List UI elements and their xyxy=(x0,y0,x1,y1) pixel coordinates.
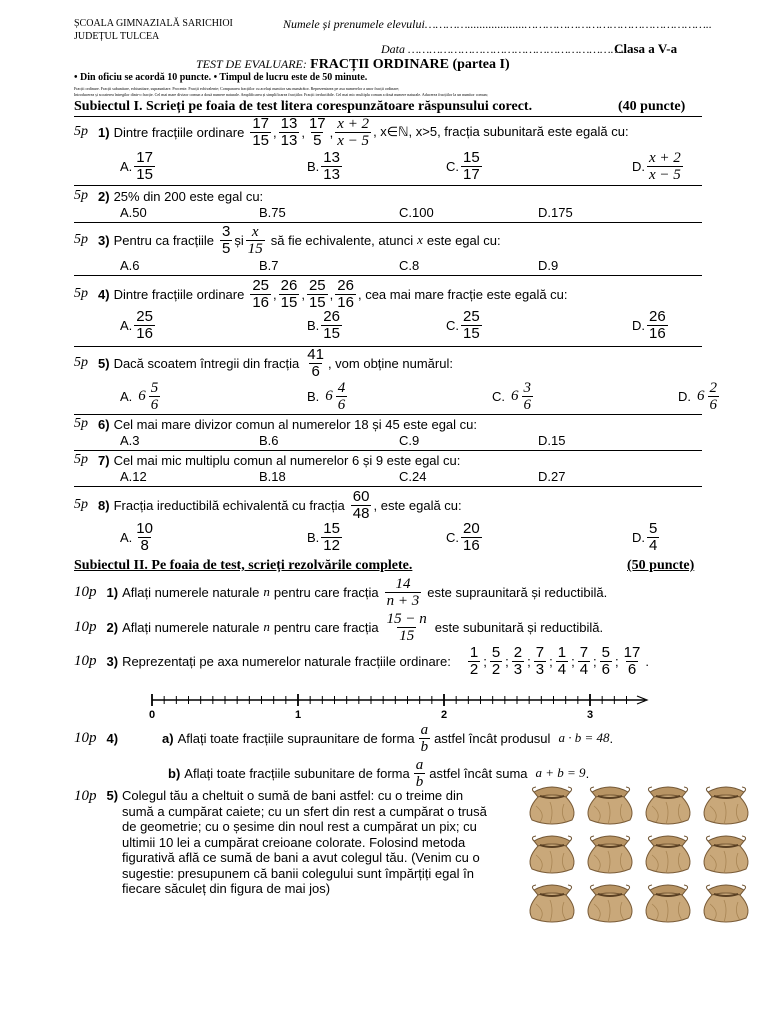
axis-label: 3 xyxy=(586,709,594,720)
fraction: $\frac{17}{5}$ xyxy=(308,114,326,149)
points: 5p xyxy=(74,124,88,139)
fraction: $\frac{x + 2}{x - 5}$ xyxy=(337,115,370,149)
money-bag xyxy=(530,787,574,824)
question-text: Dintre fracțiile ordinare xyxy=(113,124,245,140)
county-name: JUDEȚUL TULCEA xyxy=(74,31,160,42)
option-d: D.15 xyxy=(538,433,566,448)
fraction: $\frac{17}{15}$ xyxy=(252,114,270,149)
section-1-points: (40 puncte) xyxy=(618,99,686,114)
option-a: A. 6 $\frac{5}{6}$ xyxy=(120,380,159,413)
section-2-points: (50 puncte) xyxy=(627,558,695,573)
money-bag xyxy=(588,885,632,922)
axis-labels xyxy=(149,709,593,720)
separator: ; xyxy=(571,653,575,669)
axis-label: 2 xyxy=(440,709,448,720)
question-4: 5p 4) Dintre fracțiile ordinare $\frac{25}{16}$ , $\frac{26}{15}$ , $\frac{25}{15}$ , $\frac{26}{16}$ , cea mai mare fracție este egală cu: xyxy=(74,276,568,311)
fraction: $\frac{7}{3}$ xyxy=(535,643,545,678)
option-a: A.50 xyxy=(120,205,147,220)
notes-line: • Din oficiu se acordă 10 puncte. • Timpul de lucru este de 50 minute. xyxy=(74,72,368,83)
fraction: $\frac{13}{13}$ xyxy=(280,114,298,149)
option-b: B. $\frac{13}{13}$ xyxy=(307,149,340,183)
question-2: 5p 2) 25% din 200 este egal cu: xyxy=(74,188,264,204)
question-7: 5p 7) Cel mai mic multiplu comun al numerelor 6 și 9 este egal cu: xyxy=(74,452,461,468)
separator: ; xyxy=(527,653,531,669)
question-1: 5p 1) Dintre fracțiile ordinare $\frac{17}{15}$ , $\frac{13}{13}$ , $\frac{17}{5}$ , $\frac{x + 2}{x - 5}$ , x∈ℕ, x>5, fracția subunitară este egală cu: xyxy=(74,114,629,149)
option-c: C. 6 $\frac{3}{6}$ xyxy=(492,380,531,413)
text-line: fiecare săculeț din figura de mai jos) xyxy=(122,881,331,896)
money-bag xyxy=(704,836,748,873)
option-c: C.24 xyxy=(399,469,427,484)
option-d: D. $\frac{26}{16}$ xyxy=(632,308,666,342)
class-label: Clasa a V-a xyxy=(614,41,678,56)
money-bag xyxy=(530,885,574,922)
option-b: B.18 xyxy=(259,469,286,484)
fraction-list xyxy=(465,645,649,678)
axis-label: 1 xyxy=(294,709,302,720)
date-dots: ……………………………………………………. xyxy=(408,42,625,56)
date-label: Data xyxy=(381,42,405,56)
school-name: ȘCOALA GIMNAZIALĂ SARICHIOI xyxy=(74,18,233,29)
option-a: A. $\frac{25}{16}$ xyxy=(120,308,153,342)
option-d: D.27 xyxy=(538,469,566,484)
money-bag xyxy=(588,836,632,873)
money-bag xyxy=(646,787,690,824)
divider xyxy=(74,185,702,186)
text-line: de geometrie; cu o șesime din noul rest a cumpărat un pix; cu xyxy=(122,819,477,834)
fraction: $\frac{5}{2}$ xyxy=(491,643,501,678)
question-6: 5p 6) Cel mai mare divizor comun al numerelor 18 și 45 este egal cu: xyxy=(74,416,478,432)
option-b: B. $\frac{15}{12}$ xyxy=(307,520,340,554)
option-c: C. $\frac{15}{17}$ xyxy=(446,149,480,183)
name-label: Numele și prenumele elevului xyxy=(283,17,425,31)
separator: ; xyxy=(615,653,619,669)
divider xyxy=(74,450,702,451)
option-c: C.9 xyxy=(399,433,420,448)
option-c: C. $\frac{20}{16}$ xyxy=(446,520,480,554)
test-title xyxy=(196,56,510,73)
text-line: ultimii 10 lei a cumpărat creioane colorate. Folosind metoda xyxy=(122,834,466,850)
option-c: C.100 xyxy=(399,205,434,220)
separator: ; xyxy=(505,653,509,669)
option-d: D. 6 $\frac{2}{6}$ xyxy=(678,380,717,413)
option-d: D. $\frac{x + 2}{x - 5}$ xyxy=(632,150,681,183)
title-prefix: TEST DE EVALUARE: xyxy=(196,57,307,71)
bags-grid xyxy=(530,787,748,922)
divider xyxy=(74,414,702,415)
money-bag xyxy=(646,885,690,922)
money-bags-figure xyxy=(520,778,764,928)
section-2-title: Subiectul II. Pe foaia de test, scrieți rezolvările complete. xyxy=(74,558,413,573)
problem-2: 10p 2) Aflați numerele naturale n pentru care fracția $\frac{15 - n}{15}$ este subunitară și reductibilă. xyxy=(74,610,604,644)
option-b: B.7 xyxy=(259,258,279,273)
student-name-line xyxy=(283,17,712,32)
fraction: $\frac{1}{2}$ xyxy=(469,643,479,678)
text-line: figurativă află ce sumă de bani a avut colegul tău. (Venim cu o xyxy=(122,850,480,865)
option-b: B.6 xyxy=(259,433,279,448)
problem-4b: b) Aflați toate fracțiile subunitare de forma $\frac{a}{b}$ astfel încât suma a + b = 9 . xyxy=(168,756,590,790)
separator: . xyxy=(645,653,649,669)
option-a: A.12 xyxy=(120,469,147,484)
separator: ; xyxy=(593,653,597,669)
notes-small-2: Introducerea și scoaterea întregilor dintr-o fracție. Cel mai mare divizor comun a două numere naturale. Amplificarea și simplificarea fracțiilor. Fracții ireductibile. Cel mai mic multiplu comun a două numere naturale. Aducerea fracțiilor la un numitor comun; xyxy=(74,92,488,97)
option-c: C. $\frac{25}{15}$ xyxy=(446,308,480,342)
section-1-title: Subiectul I. Scrieți pe foaia de test litera corespunzătoare răspunsului corect. xyxy=(74,99,533,114)
separator: ; xyxy=(483,653,487,669)
divider xyxy=(74,275,702,276)
problem-5-text xyxy=(122,788,487,897)
option-a: A.6 xyxy=(120,258,140,273)
fraction: $\frac{17}{6}$ xyxy=(623,643,641,678)
problem-4a: a) Aflați toate fracțiile supraunitare de forma $\frac{a}{b}$ astfel încât produsul a · b = 48 . xyxy=(162,721,614,755)
question-8: 5p 8) Fracția ireductibilă echivalentă cu fracția $\frac{60}{48}$ , este egală cu: xyxy=(74,487,462,522)
money-bag xyxy=(704,787,748,824)
problem-4: 10p 4) xyxy=(74,729,119,746)
question-number: 1) xyxy=(98,124,110,140)
divider xyxy=(74,486,702,487)
problem-1: 10p 1) Aflați numerele naturale n pentru care fracția $\frac{14}{n + 3}$ este supraunitară și reductibilă. xyxy=(74,575,608,609)
notes-small-1: Fracții ordinare. Fracții subunitare, echiunitare, supraunitare. Procente. Fracții echivalente; Compararea fracțiilor cu același numitor sau numărător. Reprezentarea pe axa numerelor a unor fracții ordinare; xyxy=(74,86,400,91)
money-bag xyxy=(646,836,690,873)
text-line: sumă a cumpărat caiete; cu un sfert din rest a cumpărat o trusă xyxy=(122,803,487,819)
option-d: D.9 xyxy=(538,258,559,273)
option-c: C.8 xyxy=(399,258,420,273)
option-b: B. $\frac{26}{15}$ xyxy=(307,308,340,342)
problem-5: 10p 5) xyxy=(74,788,119,804)
option-b: B. 6 $\frac{4}{6}$ xyxy=(307,380,346,413)
money-bag xyxy=(588,787,632,824)
fraction: $\frac{5}{6}$ xyxy=(601,643,611,678)
title-main: FRACȚII ORDINARE (partea I) xyxy=(310,57,510,72)
text-line: sugestie: presupunem că banii colegului sunt împărțiți egal în xyxy=(122,865,474,881)
problem-3: 10p 3) Reprezentați pe axa numerelor naturale fracțiile ordinare: $\frac{1}{2}$ ; $\frac{5}{2}$ ; $\frac{2}{3}$ ; $\frac{7}{3}$ ; $\frac{1}{4}$ ; $\frac{7}{4}$ ; $\frac{5}{6}$ ; $\frac{17}{6}$ . xyxy=(74,643,649,678)
date-line xyxy=(381,42,624,57)
name-dots: …………...................…………………………………………….. xyxy=(424,17,712,31)
text-line: Colegul tău a cheltuit o sumă de bani astfel: cu o treime din xyxy=(122,788,464,803)
option-b: B.75 xyxy=(259,205,286,220)
option-d: D. $\frac{5}{4}$ xyxy=(632,520,658,554)
fraction: $\frac{2}{3}$ xyxy=(513,643,523,678)
number-axis xyxy=(140,690,660,720)
question-text: , x∈ℕ, x>5, fracția subunitară este egală cu: xyxy=(373,124,629,139)
question-3: 5p 3) Pentru ca fracțiile $\frac{3}{5}$ și $\frac{x}{15}$ să fie echivalente, atunci x este egal cu: xyxy=(74,222,501,257)
axis-label: 0 xyxy=(148,709,156,720)
money-bag xyxy=(530,836,574,873)
money-bag xyxy=(704,885,748,922)
separator: ; xyxy=(549,653,553,669)
option-a: A. $\frac{10}{8}$ xyxy=(120,520,153,554)
option-d: D.175 xyxy=(538,205,573,220)
option-a: A. $\frac{17}{15}$ xyxy=(120,149,153,183)
fraction: $\frac{1}{4}$ xyxy=(557,643,567,678)
question-5: 5p 5) Dacă scoatem întregii din fracția $\frac{41}{6}$ , vom obține numărul: xyxy=(74,345,453,380)
option-a: A.3 xyxy=(120,433,140,448)
fraction: $\frac{7}{4}$ xyxy=(579,643,589,678)
